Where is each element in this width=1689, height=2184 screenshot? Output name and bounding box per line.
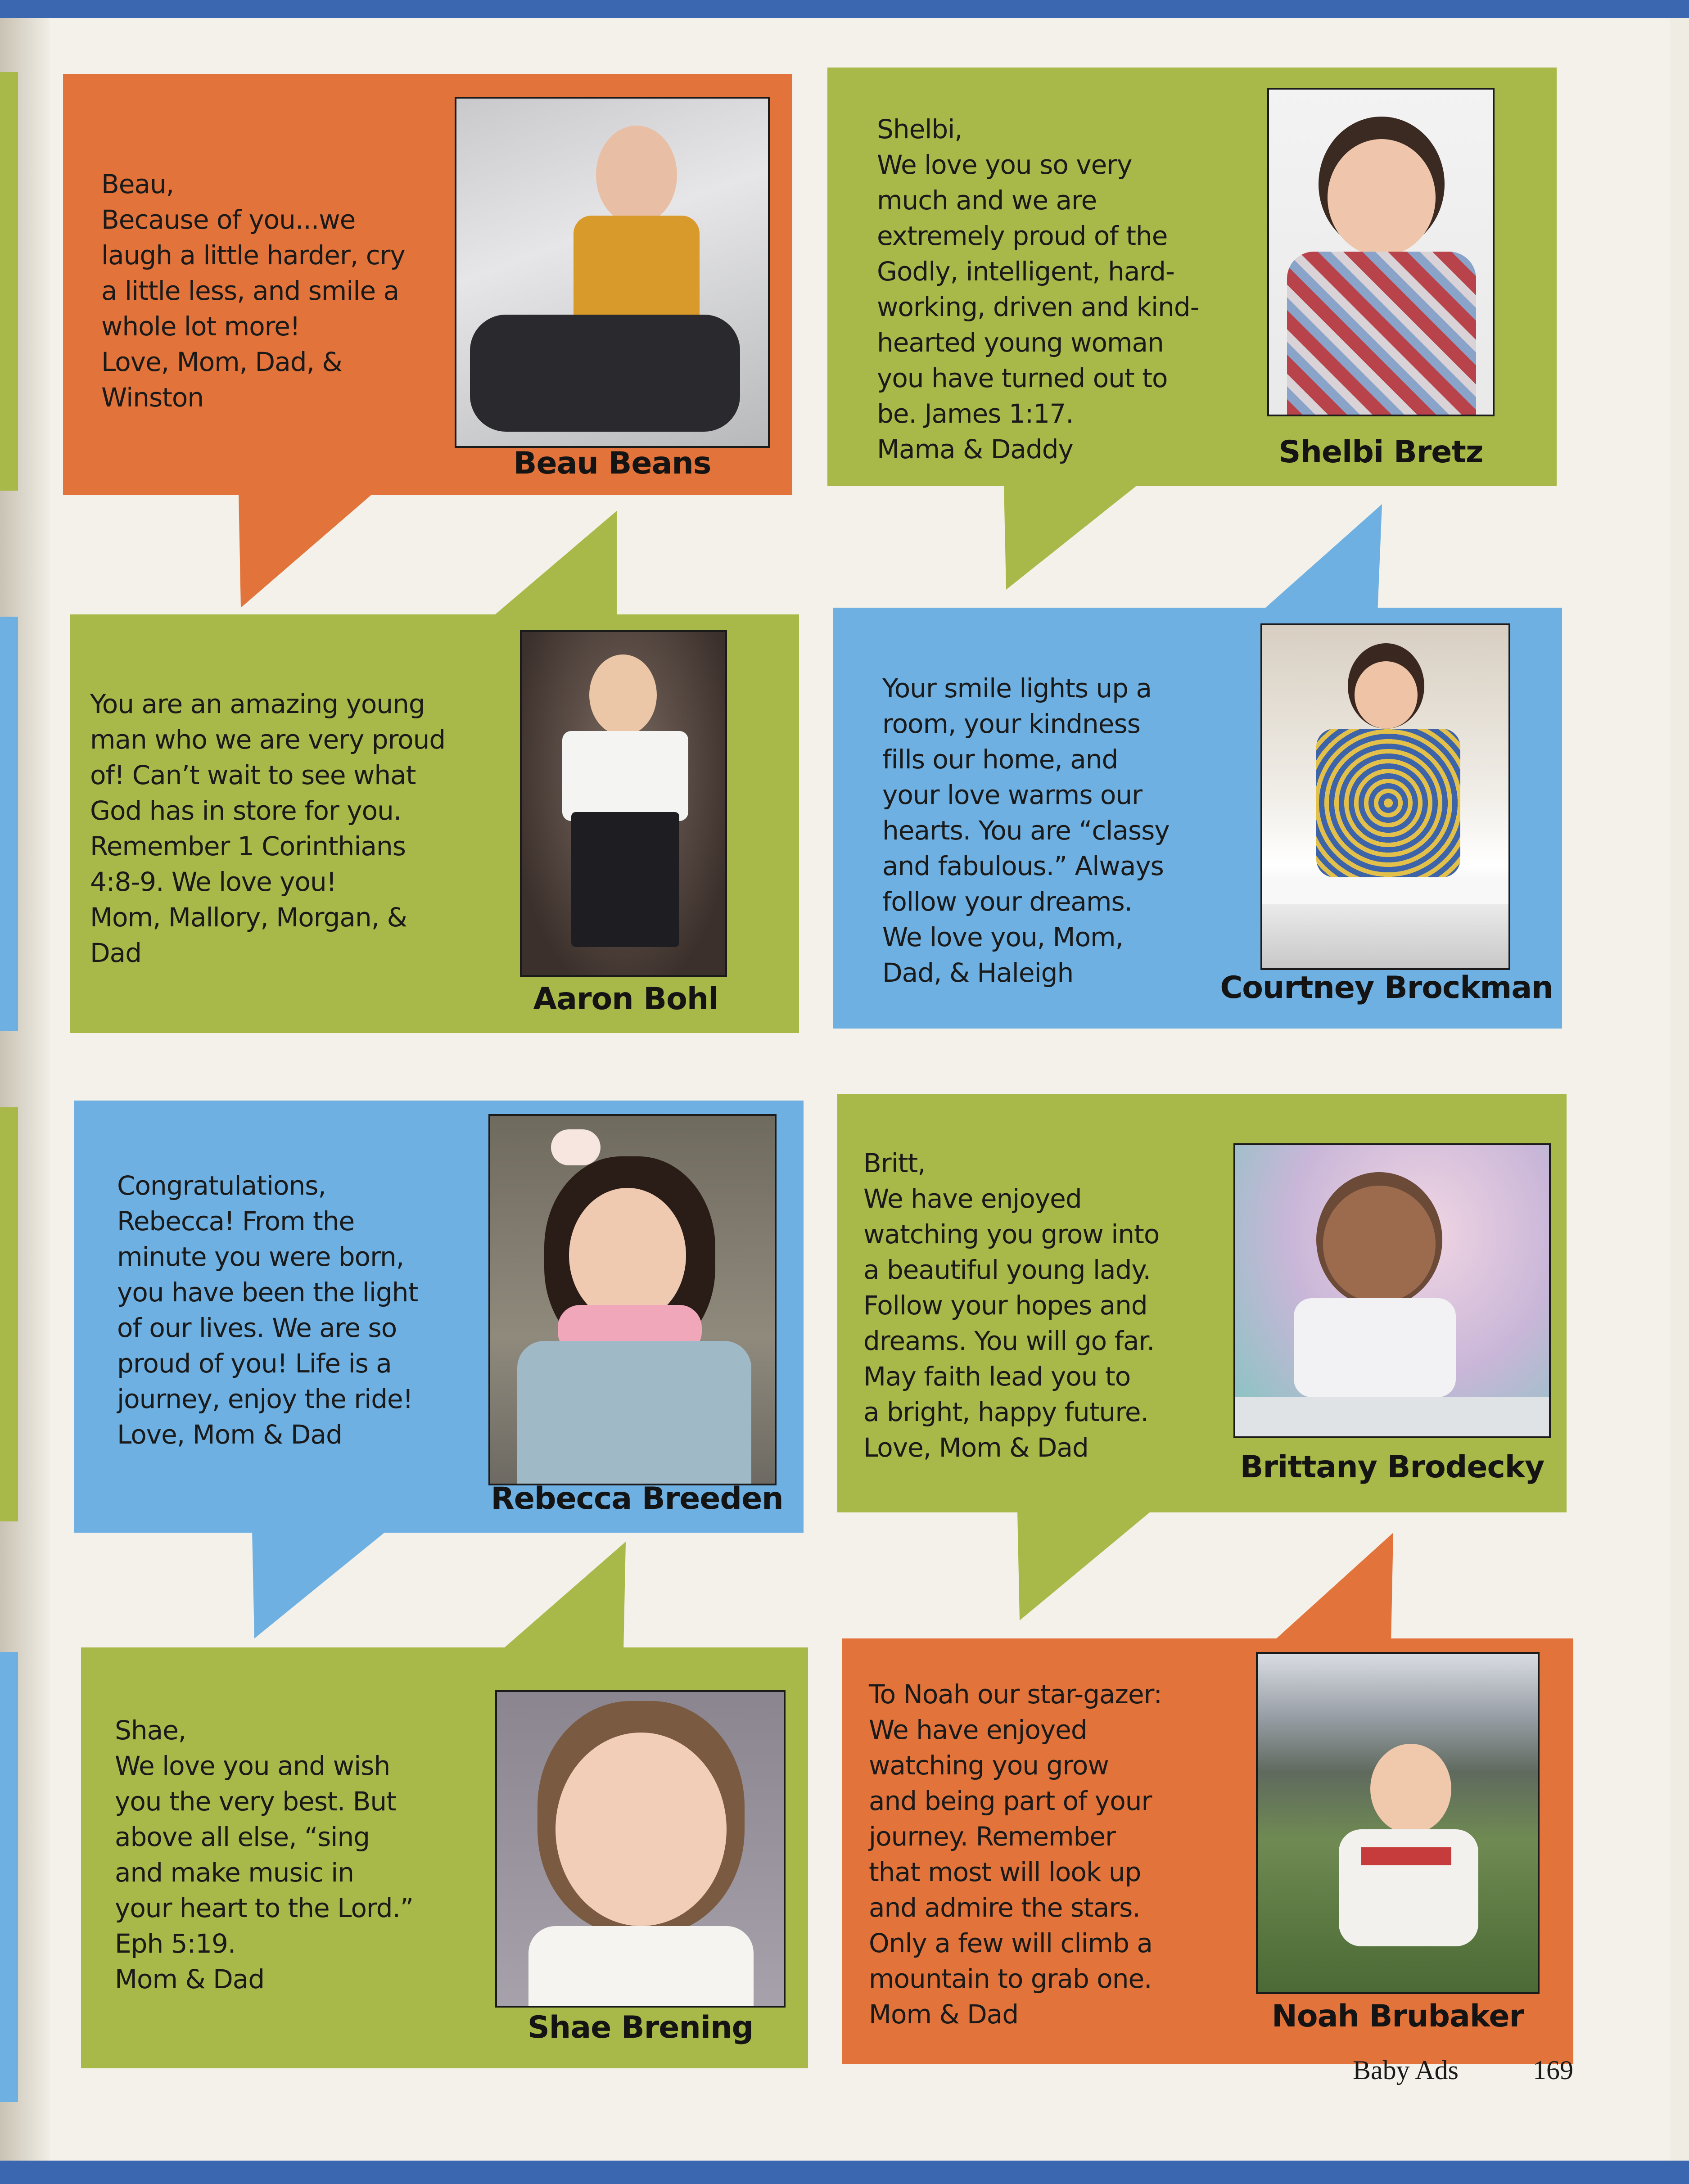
photo-shae-brening (495, 1690, 786, 2008)
left-edge-strip-green-2 (0, 1107, 18, 1521)
photo-noah-brubaker (1256, 1652, 1540, 1994)
ad-message-noah-brubaker: To Noah our star-gazer: We have enjoyed watching you grow and being part of your journey. Remember that most will look up and admire the stars. Only a few will climb a mountain to grab one. Mom & Dad (869, 1679, 1162, 2030)
photo-brittany-brodecky (1233, 1143, 1551, 1438)
top-edge-band (0, 0, 1689, 18)
ad-name-shelbi-bretz: Shelbi Bretz (1278, 434, 1483, 470)
photo-shelbi-bretz (1267, 88, 1495, 416)
ad-message-beau-beans: Beau, Because of you...we laugh a little harder, cry a little less, and smile a whole lot more! Love, Mom, Dad, & Winston (101, 169, 405, 413)
left-edge-strip-blue-2 (0, 1652, 18, 2102)
ad-message-courtney-brockman: Your smile lights up a room, your kindness fills our home, and your love warms our hearts. You are “classy and fabulous.” Always follow your dreams. We love you, Mom, Dad, & Haleigh (882, 673, 1170, 988)
photo-rebecca-breeden (488, 1114, 777, 1485)
ad-message-shae-brening: Shae, We love you and wish you the very best. But above all else, “sing and make music in your heart to the Lord.” Eph 5:19. Mom & Dad (115, 1715, 414, 1994)
ad-message-rebecca-breeden: Congratulations, Rebecca! From the minute you were born, you have been the light of our lives. We are so proud of you! Life is a journey, enjoy the ride! Love, Mom & Dad (117, 1170, 418, 1450)
page-number: 169 (1533, 2055, 1573, 2085)
ad-name-beau-beans: Beau Beans (513, 446, 711, 481)
photo-beau-beans (455, 97, 770, 448)
ad-message-aaron-bohl: You are an amazing young man who we are very proud of! Can’t wait to see what God has in store for you. Remember 1 Corinthians 4:8-9. We love you! Mom, Mallory, Morgan, & Dad (90, 689, 446, 968)
left-edge-strip-green (0, 72, 18, 491)
ad-name-shae-brening: Shae Brening (527, 2010, 754, 2045)
photo-aaron-bohl (520, 630, 727, 977)
ad-name-noah-brubaker: Noah Brubaker (1272, 1999, 1524, 2034)
ad-name-brittany-brodecky: Brittany Brodecky (1240, 1449, 1544, 1485)
ad-name-courtney-brockman: Courtney Brockman (1220, 970, 1553, 1006)
photo-courtney-brockman (1260, 623, 1510, 970)
bottom-edge-band (0, 2161, 1689, 2184)
ad-name-aaron-bohl: Aaron Bohl (533, 981, 718, 1017)
left-edge-strip-blue (0, 617, 18, 1031)
ad-message-brittany-brodecky: Britt, We have enjoyed watching you grow into a beautiful young lady. Follow your hopes and dreams. You will go far. May faith lead you to a bright, happy future. Love, Mom & Dad (863, 1148, 1160, 1463)
section-label: Baby Ads (1353, 2055, 1459, 2085)
ad-name-rebecca-breeden: Rebecca Breeden (491, 1481, 783, 1516)
ad-message-shelbi-bretz: Shelbi, We love you so very much and we are extremely proud of the Godly, intelligent, hard- working, driven and kind- hearted young woman you have turned out to be. James 1:17. Mama & Daddy (877, 114, 1199, 465)
